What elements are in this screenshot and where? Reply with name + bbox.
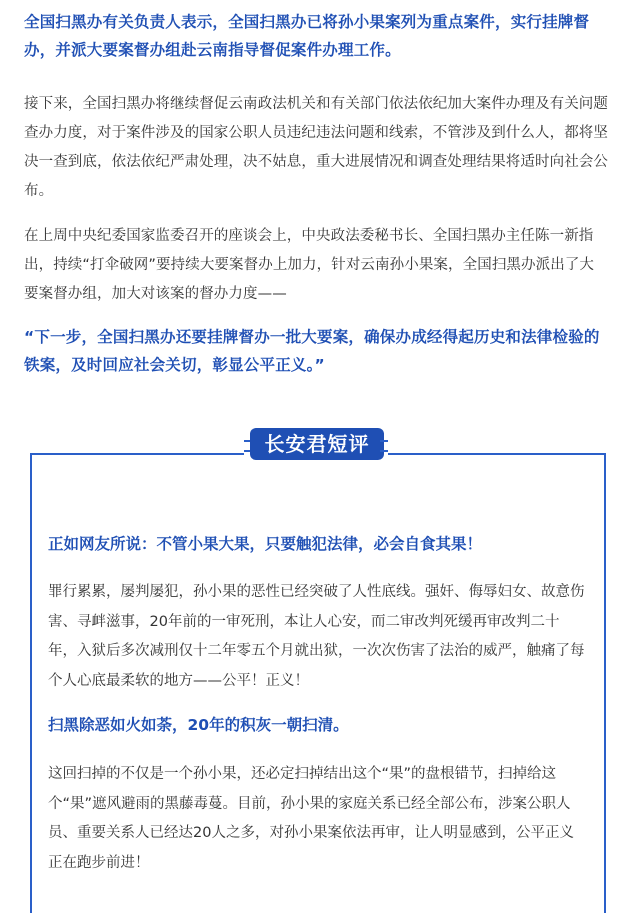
commentary-heading-1: 正如网友所说：不管小果大果，只要触犯法律，必会自食其果！ (48, 535, 483, 553)
header-right-ornament (380, 440, 388, 452)
commentary-header-label: 长安君短评 (250, 428, 384, 460)
commentary-paragraph-2: 这回扫掉的不仅是一个孙小果，还必定扫掉结出这个“果”的盘根错节，扫掉给这个“果”遮风避雨的黑藤毒蔓。目前，孙小果的家庭关系已经全部公布，涉案公职人员、重要关系人已经达20人之多，对孙小果案依法再审，让人明显感到，公平正义正在跑步前进！ (48, 766, 574, 871)
commentary-header (244, 424, 388, 464)
body-paragraph-2: 在上周中央纪委国家监委召开的座谈会上，中央政法委秘书长、全国扫黑办主任陈一新指出，持续“打伞破网”要持续大要案督办上加力，针对云南孙小果案，全国扫黑办派出了大要案督办组，加大对该案的督办力度—— (24, 228, 595, 302)
commentary-paragraph-1: 罪行累累，屡判屡犯，孙小果的恶性已经突破了人性底线。强奸、侮辱妇女、故意伤害、寻衅滋事，20年前的一审死刑，本让人心安，而二审改判死缓再审改判二十年，入狱后多次减刑仅十二年零五个月就出狱，一次次伤害了法治的威严，触痛了每个人心底最柔软的地方——公平！正义！ (48, 584, 585, 689)
commentary-heading-2: 扫黑除恶如火如荼，20年的积灰一朝扫清。 (48, 716, 349, 734)
lead-paragraph: 全国扫黑办有关负责人表示，全国扫黑办已将孙小果案列为重点案件，实行挂牌督办，并派大要案督办组赴云南指导督促案件办理工作。 (24, 13, 590, 59)
quote-paragraph: “下一步，全国扫黑办还要挂牌督办一批大要案，确保办成经得起历史和法律检验的铁案，及时回应社会关切，彰显公平正义。” (24, 328, 600, 374)
body-paragraph-1: 接下来，全国扫黑办将继续督促云南政法机关和有关部门依法依纪加大案件办理及有关问题查办力度，对于案件涉及的国家公职人员违纪违法问题和线索，不管涉及到什么人，都将坚决一查到底，依法依纪严肃处理，决不姑息，重大进展情况和调查处理结果将适时向社会公布。 (24, 96, 608, 199)
